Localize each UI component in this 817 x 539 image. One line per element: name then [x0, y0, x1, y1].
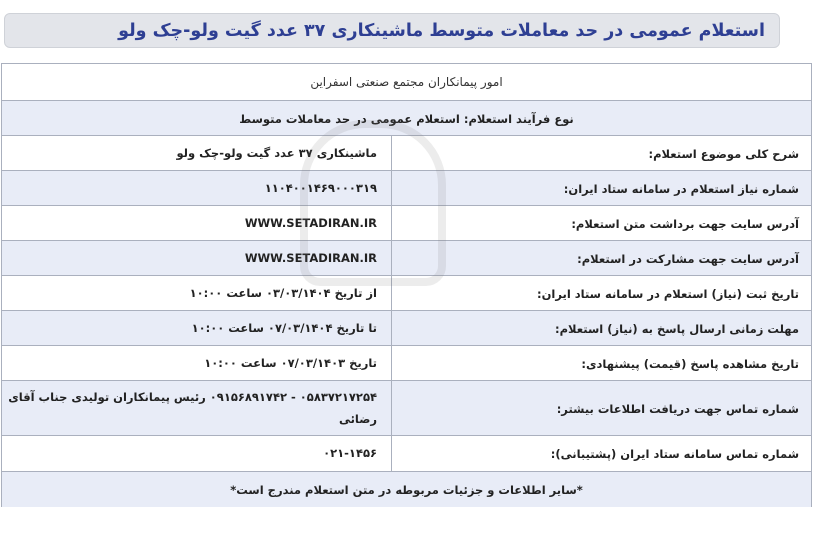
table-row [2, 135, 811, 171]
row-label: آدرس سایت جهت مشارکت در استعلام: [391, 241, 811, 276]
row-value: ۰۵۸۳۷۲۱۷۲۵۴ - ۰۹۱۵۶۸۹۱۷۴۲ رئیس پیمانکاران تولیدی جناب آقای رضائی [8, 389, 377, 426]
row-label: مهلت زمانی ارسال پاسخ به (نیاز) استعلام: [391, 311, 811, 346]
footer-row [2, 471, 811, 507]
row-value: ماشینکاری ۳۷ عدد گیت ولو-چک ولو [176, 145, 377, 160]
table-row [2, 380, 811, 436]
table-row [2, 275, 811, 311]
row-label: شماره تماس جهت دریافت اطلاعات بیشتر: [391, 381, 811, 436]
org-name: امور پیمانکاران مجتمع صنعتی اسفراین [310, 75, 503, 89]
row-label: تاریخ مشاهده پاسخ (قیمت) پیشنهادی: [391, 346, 811, 381]
row-label: آدرس سایت جهت برداشت متن استعلام: [391, 206, 811, 241]
row-value: ۰۲۱-۱۴۵۶ [323, 446, 377, 461]
row-value: WWW.SETADIRAN.IR [244, 250, 377, 265]
row-value: تاریخ ۰۷/۰۳/۱۴۰۳ ساعت ۱۰:۰۰ [204, 355, 377, 370]
table-row [2, 435, 811, 472]
table-row [2, 205, 811, 241]
row-value: WWW.SETADIRAN.IR [244, 215, 377, 230]
org-row [2, 64, 811, 100]
row-label: شماره تماس سامانه ستاد ایران (پشتیبانی): [391, 436, 811, 472]
table-row [2, 310, 811, 346]
process-row [2, 100, 811, 136]
row-label: تاریخ ثبت (نیاز) استعلام در سامانه ستاد ایران: [391, 276, 811, 311]
page-title: استعلام عمومی در حد معاملات متوسط ماشینکاری ۳۷ عدد گیت ولو-چک ولو [118, 20, 765, 41]
row-value: تا تاریخ ۰۷/۰۳/۱۴۰۴ ساعت ۱۰:۰۰ [191, 320, 377, 335]
row-value: ۱۱۰۴۰۰۱۴۶۹۰۰۰۳۱۹ [264, 180, 377, 195]
tender-table [1, 63, 812, 507]
table-row [2, 345, 811, 381]
table-row [2, 240, 811, 276]
footer-note: *سایر اطلاعات و جزئیات مربوطه در متن استعلام مندرج است* [230, 482, 583, 497]
row-label: شماره نیاز استعلام در سامانه ستاد ایران: [391, 171, 811, 206]
table-row [2, 170, 811, 206]
row-value: از تاریخ ۰۳/۰۳/۱۴۰۴ ساعت ۱۰:۰۰ [189, 285, 377, 300]
process-type: نوع فرآیند استعلام: استعلام عمومی در حد معاملات متوسط [239, 111, 574, 126]
title-bar [4, 13, 780, 48]
row-label: شرح کلی موضوع استعلام: [391, 136, 811, 171]
